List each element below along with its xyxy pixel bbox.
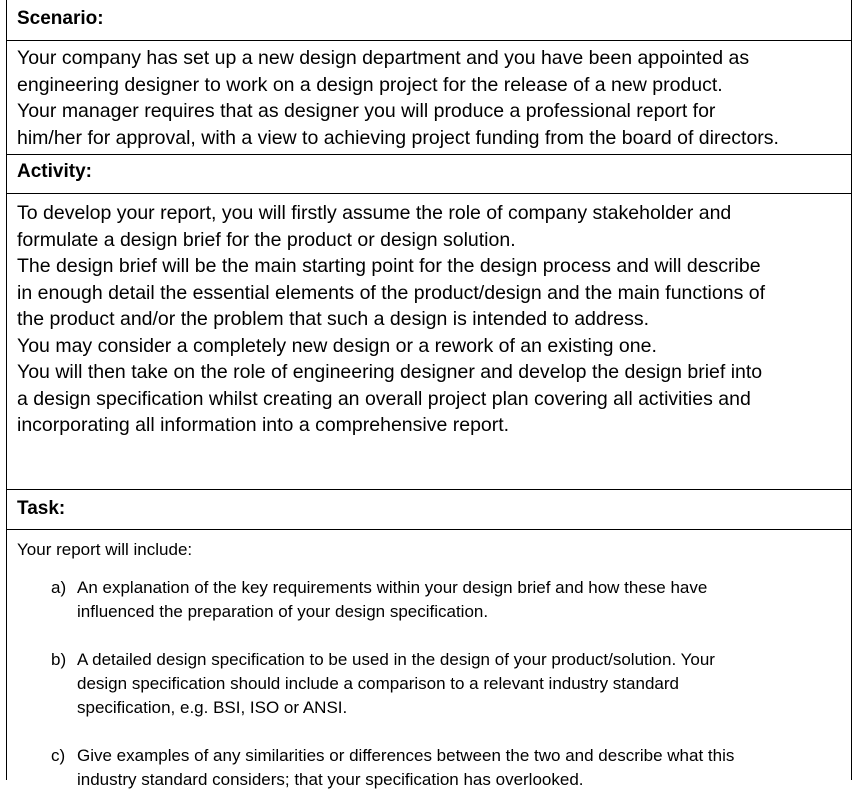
activity-line: You will then take on the role of engineering designer and develop the design brief into	[17, 361, 763, 383]
task-intro: Your report will include:	[17, 540, 193, 559]
task-item-a	[17, 576, 845, 624]
task-item-line: industry standard considers; that your specification has overlooked.	[77, 770, 584, 789]
activity-line: formulate a design brief for the product or design solution.	[17, 228, 516, 251]
task-item-line: design specification should include a comparison to a relevant industry standard	[77, 674, 679, 693]
scenario-line: engineering designer to work on a design project for the release of a new product.	[17, 73, 723, 96]
task-item-marker: a)	[51, 578, 67, 597]
task-item-line: A detailed design specification to be used in the design of your product/solution. Your	[77, 650, 715, 669]
task-heading-cell	[7, 489, 851, 529]
task-item-line: An explanation of the key requirements within your design brief and how these have	[77, 578, 708, 597]
task-list	[17, 576, 845, 792]
activity-line: You may consider a completely new design or a rework of an existing one.	[17, 334, 657, 357]
scenario-heading-cell	[7, 0, 851, 40]
scenario-line: him/her for approval, with a view to achieving project funding from the board of directors.	[17, 126, 779, 149]
scenario-line: Your company has set up a new design department and you have been appointed as	[17, 47, 750, 69]
assignment-brief-table	[6, 0, 852, 789]
activity-heading-cell	[7, 154, 851, 193]
activity-line: The design brief will be the main starting point for the design process and will describe	[17, 255, 761, 277]
scenario-line: Your manager requires that as designer you will produce a professional report for	[17, 100, 716, 122]
activity-line: the product and/or the problem that such a design is intended to address.	[17, 308, 649, 330]
activity-body-cell	[7, 193, 851, 489]
task-item-line: Give examples of any similarities or differences between the two and describe what this	[77, 746, 735, 765]
task-item-b	[17, 648, 845, 720]
task-item-line: influenced the preparation of your design specification.	[77, 602, 489, 621]
task-body-cell	[7, 529, 851, 789]
task-item-marker: c)	[51, 746, 66, 765]
task-item-c	[17, 744, 845, 792]
scenario-heading: Scenario:	[17, 8, 104, 29]
activity-heading: Activity:	[17, 161, 92, 182]
scenario-body-cell	[7, 40, 851, 154]
activity-line: To develop your report, you will firstly assume the role of company stakeholder and	[17, 202, 732, 224]
activity-line: a design specification whilst creating an overall project plan covering all activities and	[17, 387, 751, 410]
task-item-marker: b)	[51, 650, 67, 669]
activity-line: in enough detail the essential elements of the product/design and the main functions of	[17, 281, 765, 304]
activity-line: incorporating all information into a comprehensive report.	[17, 414, 510, 436]
task-item-line: specification, e.g. BSI, ISO or ANSI.	[77, 698, 348, 717]
task-heading: Task:	[17, 498, 66, 519]
